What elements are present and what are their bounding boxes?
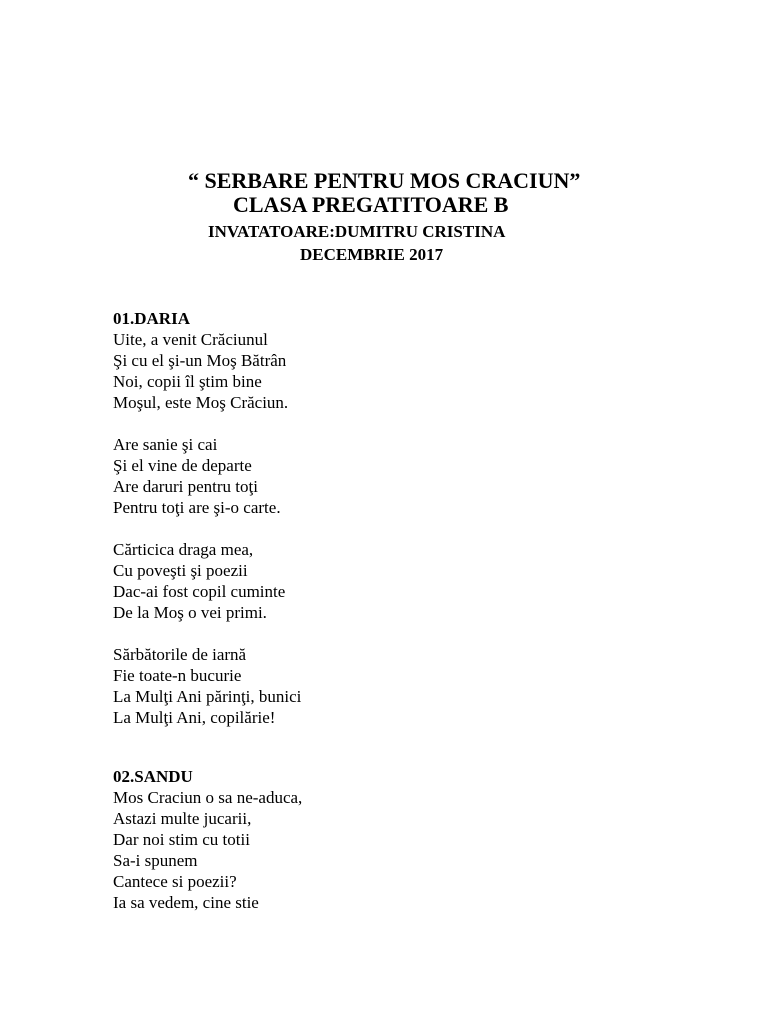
verse-line: La Mulţi Ani părinţi, bunici: [113, 687, 302, 706]
verse-line: Sărbătorile de iarnă: [113, 645, 247, 664]
verse-line: Pentru toţi are şi-o carte.: [113, 498, 281, 517]
stanza: [113, 787, 713, 913]
verse-line: Dac-ai fost copil cuminte: [113, 582, 286, 601]
verse-line: Are daruri pentru toţi: [113, 477, 258, 496]
verse-line: Mos Craciun o sa ne-aduca,: [113, 788, 303, 807]
stanza: [113, 329, 713, 413]
verse-line: De la Moş o vei primi.: [113, 603, 267, 622]
verse-line: Sa-i spunem: [113, 851, 198, 870]
event-date: DECEMBRIE 2017: [300, 245, 444, 264]
verse-line: Cărticica draga mea,: [113, 540, 254, 559]
stanza: [113, 539, 713, 623]
verse-line: Uite, a venit Crăciunul: [113, 330, 268, 349]
verse-line: Noi, copii îl ştim bine: [113, 372, 262, 391]
poem-sandu: [113, 766, 713, 913]
verse-line: Şi cu el şi-un Moş Bătrân: [113, 351, 287, 370]
verse-line: Moşul, este Moş Crăciun.: [113, 393, 289, 412]
verse-line: Cantece si poezii?: [113, 872, 237, 891]
stanza: [113, 434, 713, 518]
verse-line: Fie toate-n bucurie: [113, 666, 242, 685]
document-title: “ SERBARE PENTRU MOS CRACIUN”: [188, 168, 581, 193]
teacher-name: INVATATOARE:DUMITRU CRISTINA: [208, 222, 506, 241]
verse-line: Ia sa vedem, cine stie: [113, 893, 259, 912]
class-name: CLASA PREGATITOARE B: [233, 192, 509, 217]
verse-line: Şi el vine de departe: [113, 456, 252, 475]
verse-line: Are sanie şi cai: [113, 435, 218, 454]
verse-line: La Mulţi Ani, copilărie!: [113, 708, 276, 727]
poem-heading: 01.DARIA: [113, 309, 190, 328]
verse-line: Astazi multe jucarii,: [113, 809, 252, 828]
stanza: [113, 644, 713, 728]
poem-daria: [113, 308, 713, 728]
verse-line: Dar noi stim cu totii: [113, 830, 250, 849]
verse-line: Cu poveşti şi poezii: [113, 561, 248, 580]
poem-heading: 02.SANDU: [113, 767, 193, 786]
